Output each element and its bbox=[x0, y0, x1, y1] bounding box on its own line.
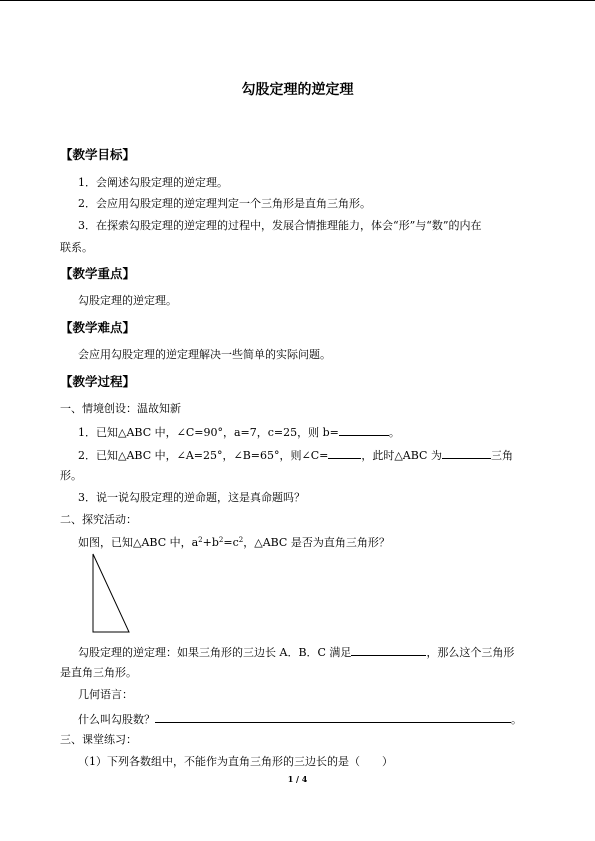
blank-condition bbox=[351, 644, 426, 656]
question-2-cont: 形。 bbox=[60, 469, 82, 482]
blank-angle-c bbox=[328, 447, 361, 459]
top-border bbox=[0, 0, 595, 1]
difficult-point-text: 会应用勾股定理的逆定理解决一些简单的实际问题。 bbox=[78, 348, 331, 361]
question-2-mid: ，此时△ABC 为 bbox=[361, 449, 442, 462]
part1-heading: 一、情境创设：温故知新 bbox=[60, 402, 181, 415]
right-triangle-figure bbox=[88, 552, 134, 636]
part3-heading: 三、课堂练习： bbox=[60, 733, 137, 746]
exponent-a: 2 bbox=[198, 536, 203, 544]
theorem-line2: 是直角三角形。 bbox=[60, 666, 137, 679]
part2-heading: 二、探究活动： bbox=[60, 513, 137, 526]
section-heading-difficult: 【教学难点】 bbox=[60, 320, 136, 335]
section-heading-goals: 【教学目标】 bbox=[60, 147, 136, 162]
exponent-b: 2 bbox=[218, 536, 224, 544]
section-heading-key: 【教学重点】 bbox=[60, 266, 136, 281]
blank-triangle-type bbox=[442, 447, 491, 459]
question-1-text: 1．已知△ABC 中，∠C=90°，a=7，c=25，则 b= bbox=[78, 426, 339, 439]
goal-3-line1: 3．在探索勾股定理的逆定理的过程中，发展合情推理能力，体会“形”与“数”的内在 bbox=[78, 219, 482, 232]
practice-1: （1）下列各数组中，不能作为直角三角形的三边长的是（ ） bbox=[78, 755, 393, 768]
geometry-language: 几何语言： bbox=[78, 688, 133, 701]
goal-3-line2: 联系。 bbox=[60, 241, 93, 254]
question-1 bbox=[78, 424, 400, 440]
question-1-end: 。 bbox=[388, 426, 400, 439]
question-2-end: 三角 bbox=[490, 449, 513, 462]
page-title: 勾股定理的逆定理 bbox=[241, 82, 354, 98]
example-part-d: ，△ABC 是否为直角三角形？ bbox=[243, 536, 390, 549]
question-3: 3．说一说勾股定理的逆命题，这是真命题吗？ bbox=[78, 491, 305, 504]
exponent-c: 2 bbox=[238, 536, 244, 544]
blank-b bbox=[339, 424, 389, 436]
gougu-question-end: 。 bbox=[511, 713, 522, 726]
key-point-text: 勾股定理的逆定理。 bbox=[78, 294, 177, 307]
example-text bbox=[78, 536, 390, 550]
page-number: 1 / 4 bbox=[287, 774, 308, 784]
theorem-line1 bbox=[78, 644, 514, 660]
goal-1: 1．会阐述勾股定理的逆定理。 bbox=[78, 176, 228, 189]
triangle-shape bbox=[93, 554, 129, 632]
theorem-text-b: ，那么这个三角形 bbox=[426, 646, 515, 659]
section-heading-process: 【教学过程】 bbox=[60, 374, 136, 389]
example-part-a: 如图，已知△ABC 中，a bbox=[78, 536, 199, 549]
blank-gougu-definition bbox=[155, 711, 511, 723]
goal-2: 2．会应用勾股定理的逆定理判定一个三角形是直角三角形。 bbox=[78, 197, 371, 210]
example-part-c: =c bbox=[223, 536, 239, 549]
question-2 bbox=[78, 447, 513, 463]
question-2-text: 2．已知△ABC 中，∠A=25°，∠B=65°，则∠C= bbox=[78, 449, 329, 462]
gougu-question-text: 什么叫勾股数？ bbox=[78, 713, 155, 726]
example-part-b: +b bbox=[202, 536, 219, 549]
gougu-question bbox=[78, 711, 522, 727]
theorem-text-a: 勾股定理的逆定理：如果三角形的三边长 A．B．C 满足 bbox=[78, 646, 352, 659]
